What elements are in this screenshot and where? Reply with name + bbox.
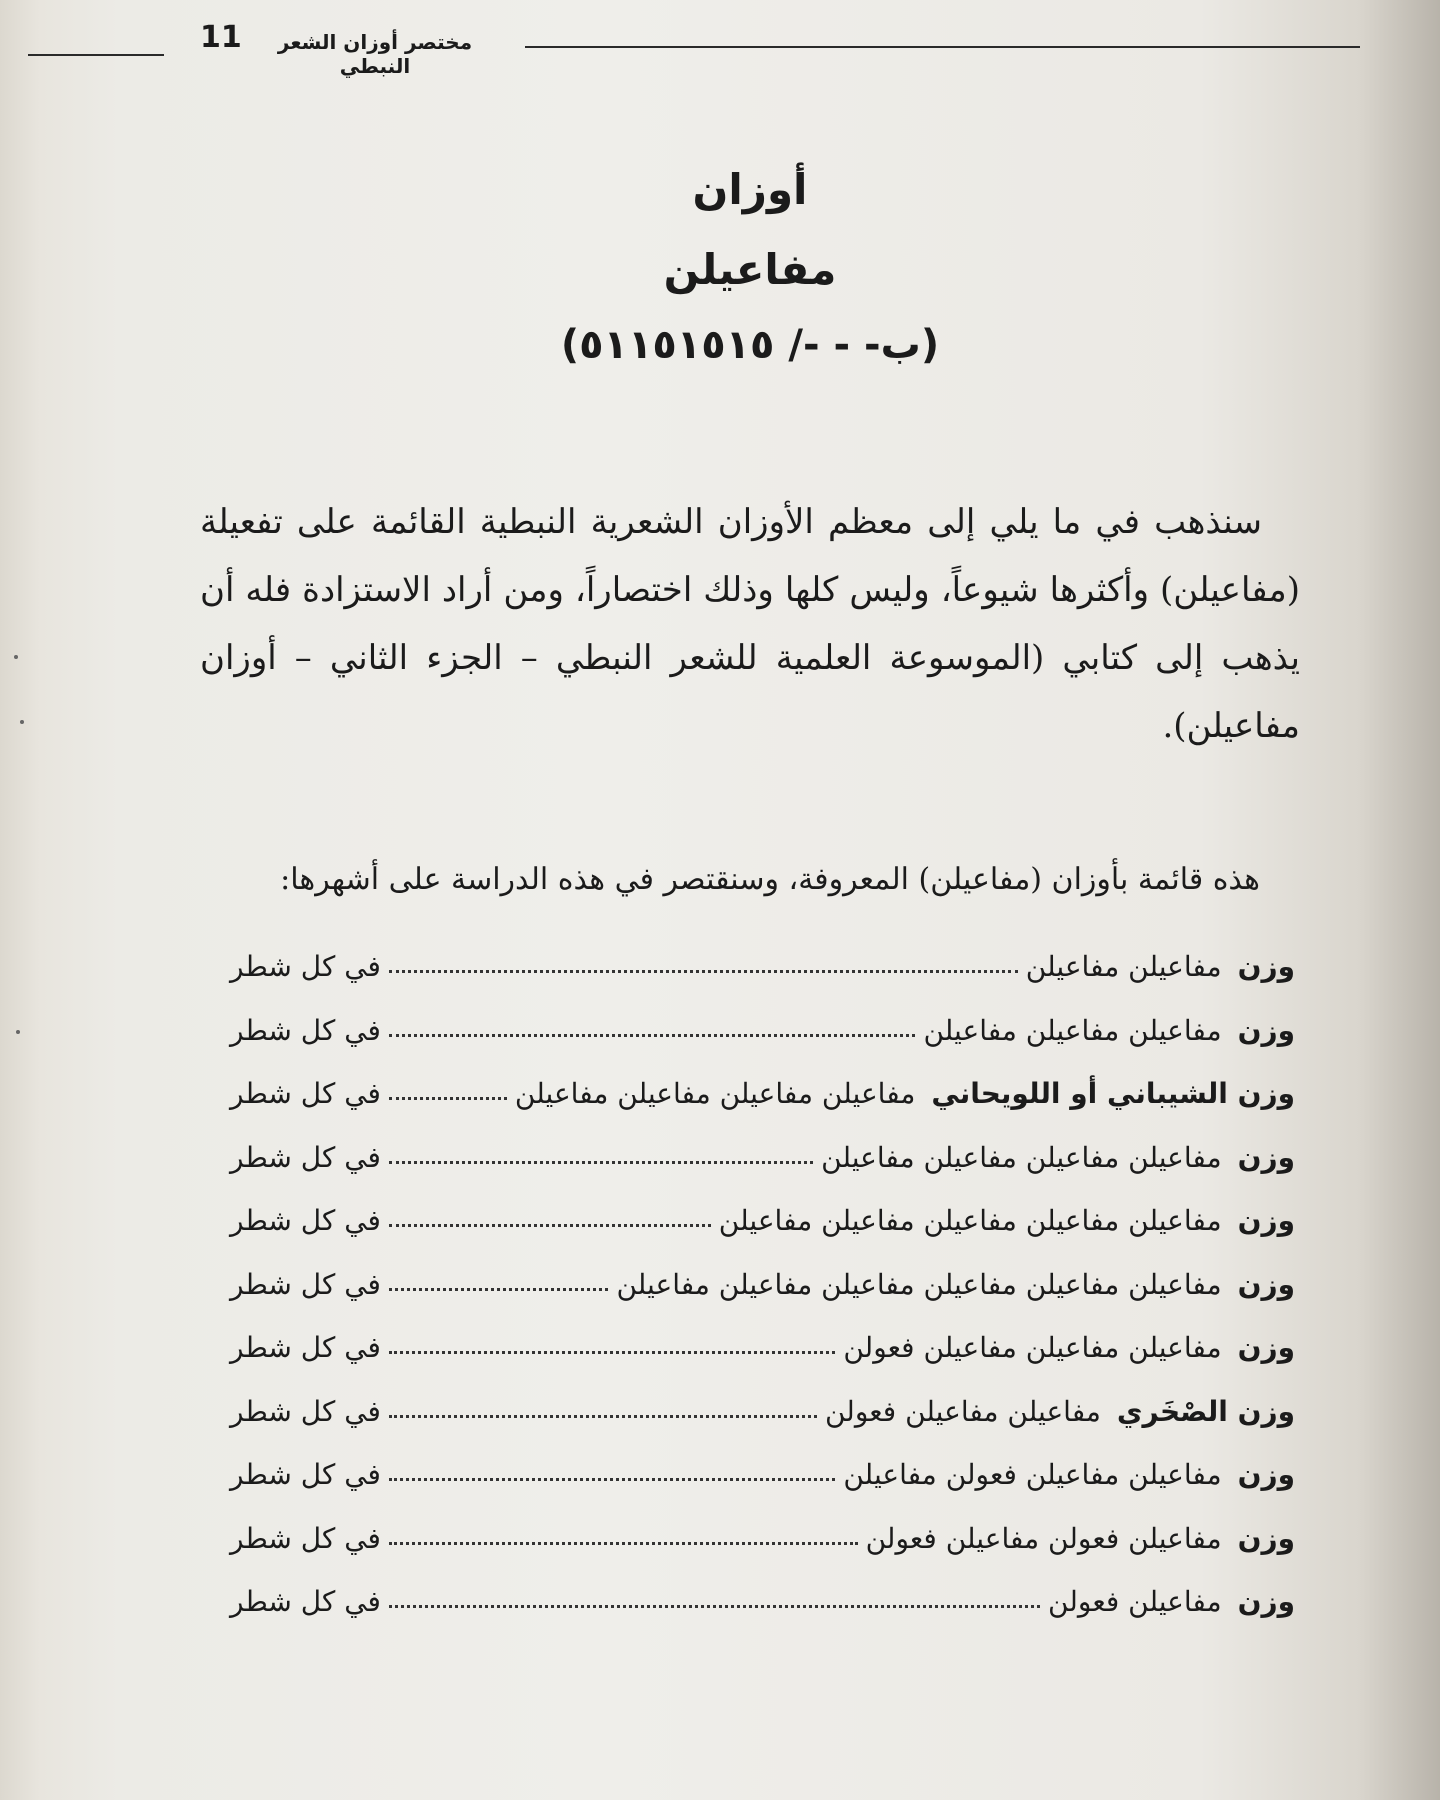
page-speck [20,720,24,724]
meter-label: وزن الشيباني أو اللويحاني [931,1077,1295,1111]
intro-text: سنذهب في ما يلي إلى معظم الأوزان الشعرية النبطية القائمة على تفعيلة (مفاعيلن) وأكثرها شيوعاً، وليس كلها وذلك اختصاراً، ومن أراد الاستزادة فله أن يذهب إلى كتابي (الموسوعة العلمية للشعر النبطي – الجزء الثاني – أوزان مفاعيلن). [200,502,1300,746]
list-intro: هذه قائمة بأوزان (مفاعيلن) المعروفة، وسنقتصر في هذه الدراسة على أشهرها: [280,862,1260,897]
meter-scope: في كل شطر [230,1204,381,1238]
dot-leader [389,1224,711,1227]
dot-leader [389,1605,1040,1608]
dot-leader [389,1161,813,1164]
meter-label: وزن [1237,1013,1295,1047]
header-rule-left [28,54,164,56]
dot-leader [389,1034,916,1037]
meter-row [230,1443,1295,1507]
meter-label: وزن [1237,1267,1295,1301]
dot-leader [389,970,1018,973]
meter-scope: في كل شطر [230,1331,381,1365]
meter-pattern: مفاعيلن مفاعيلن مفاعيلن مفاعيلن مفاعيلن مفاعيلن [616,1267,1222,1301]
meter-scope: في كل شطر [230,1013,381,1047]
meter-scope: في كل شطر [230,1585,381,1619]
meter-row [230,1570,1295,1634]
meter-label: وزن [1237,950,1295,984]
meter-label: وزن [1237,1140,1295,1174]
meter-scope: في كل شطر [230,1394,381,1428]
meter-pattern: مفاعيلن فعولن مفاعيلن فعولن [865,1521,1222,1555]
header-rule-right [525,46,1360,48]
meter-label: وزن [1237,1331,1295,1365]
meter-pattern: مفاعيلن مفاعيلن مفاعيلن مفاعيلن [821,1140,1222,1174]
meter-pattern: مفاعيلن مفاعيلن مفاعيلن مفاعيلن [514,1077,916,1111]
meter-pattern: مفاعيلن مفاعيلن مفاعيلن فعولن [843,1331,1222,1365]
section-subtitle: مفاعيلن [663,245,837,294]
meter-list [230,935,1295,1634]
meter-label: وزن [1237,1204,1295,1238]
meter-scope: في كل شطر [230,1267,381,1301]
section-title: أوزان [692,165,808,214]
meter-row [230,1126,1295,1190]
meter-pattern: مفاعيلن مفاعيلن [1025,950,1222,984]
meter-label: وزن الصْخَري [1116,1394,1295,1428]
page-number: 11 [200,20,242,55]
meter-pattern: مفاعيلن مفاعيلن فعولن مفاعيلن [843,1458,1222,1492]
meter-label: وزن [1237,1585,1295,1619]
meter-scope: في كل شطر [230,1458,381,1492]
meter-label: وزن [1237,1458,1295,1492]
meter-pattern: مفاعيلن مفاعيلن فعولن [824,1394,1101,1428]
meter-row [230,935,1295,999]
dot-leader [389,1288,609,1291]
meter-pattern: مفاعيلن فعولن [1048,1585,1222,1619]
intro-paragraph [200,488,1300,760]
meter-scope: في كل شطر [230,950,381,984]
meter-scope: في كل شطر [230,1077,381,1111]
meter-row [230,1253,1295,1317]
meter-row [230,999,1295,1063]
meter-label: وزن [1237,1521,1295,1555]
meter-row [230,1380,1295,1444]
meter-row [230,1189,1295,1253]
meter-row [230,1507,1295,1571]
meter-pattern: مفاعيلن مفاعيلن مفاعيلن [923,1013,1222,1047]
running-title: مختصر أوزان الشعر النبطي [277,30,473,78]
meter-scope: في كل شطر [230,1521,381,1555]
page-speck [14,655,18,659]
meter-pattern: مفاعيلن مفاعيلن مفاعيلن مفاعيلن مفاعيلن [718,1204,1222,1238]
dot-leader [389,1415,817,1418]
meter-row [230,1316,1295,1380]
meter-scope: في كل شطر [230,1140,381,1174]
dot-leader [389,1097,507,1100]
meter-row [230,1062,1295,1126]
dot-leader [389,1542,858,1545]
dot-leader [389,1351,835,1354]
page-speck [16,1030,20,1034]
prosody-pattern: (ب- - -/ ٥١١٥١٥١٥) [560,322,940,368]
dot-leader [389,1478,835,1481]
